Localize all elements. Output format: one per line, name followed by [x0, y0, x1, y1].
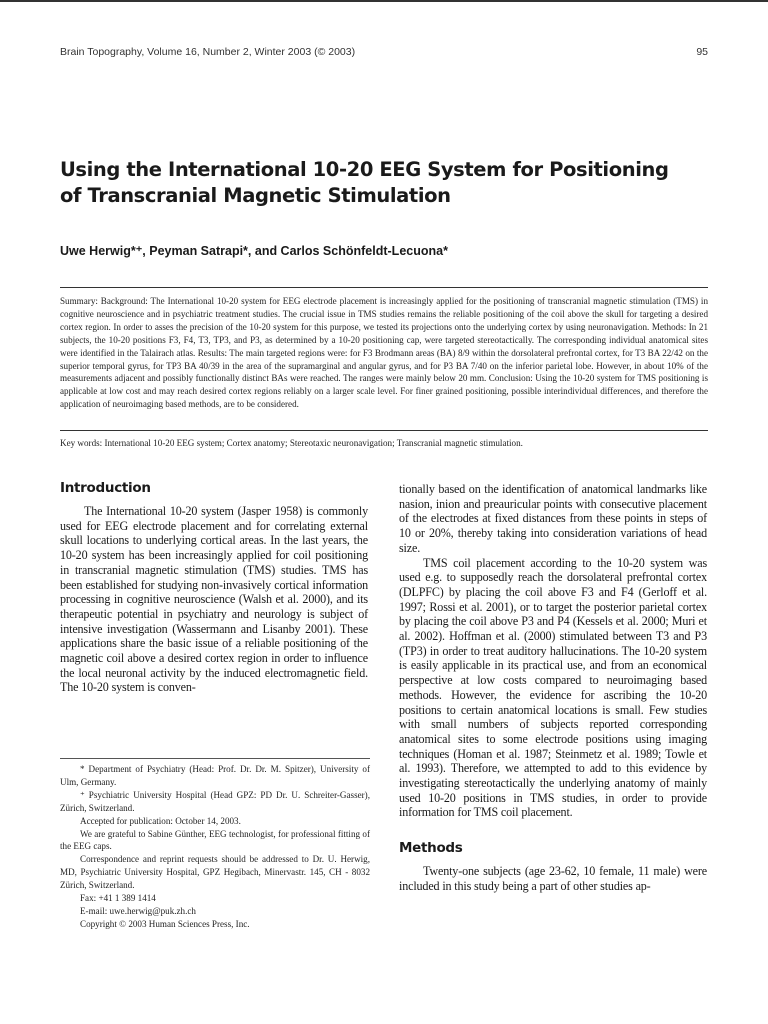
- summary-top-rule: [60, 287, 708, 288]
- footnote-accepted: Accepted for publication: October 14, 2003.: [80, 815, 241, 826]
- footnote-email: E-mail: uwe.herwig@puk.zh.ch: [80, 905, 196, 916]
- running-head: Brain Topography, Volume 16, Number 2, Winter 2003 (© 2003): [60, 46, 356, 58]
- page-number: 95: [696, 46, 708, 58]
- footnote-correspondence: Correspondence and reprint requests should be addressed to Dr. U. Herwig, MD, Psychiatric University Hospital, GPZ Hegibach, Minervastr. 145, CH - 8032 Zürich, Switzerland.: [60, 854, 370, 891]
- footnote-rule: [60, 758, 370, 759]
- summary: Summary: Background: The International 10-20 system for EEG electrode placement is increasingly applied for the positioning of transcranial magnetic stimulation (TMS) in cognitive neuroscience and in psychiatric treatment studies. The crucial issue in TMS studies remains the reliable positioning of the coil above the skull for targeting a desired cortex region. In order to asses the precision of the 10-20 system for this purpose, we tested its projections onto the underlying cortex by using neuronavigation. Methods: In 21 subjects, the 10-20 positions F3, F4, T3, TP3, and P3, as determined by a 10-20 positioning cap, were targeted stereotactically. The corresponding individual anatomical sites were identified in the Talairach atlas. Results: The main targeted regions were: for F3 Brodmann areas (BA) 8/9 within the dorsolateral prefrontal cortex, for T3 BA 22/42 on the superior temporal gyrus, for TP3 BA 40/39 in the area of the supramarginal and angular gyrus, and for P3 BA 7/40 on the inferior parietal lobe. However, in about 10% of the measurements adjacent and possibly functionally distinct BAs were reached. The ranges were mainly below 20 mm. Conclusion: Using the 10-20 system for TMS positioning is applicable at low cost and may reach desired cortex regions reliably on a larger scale level. For finer grained positioning, possible interindividual differences, and therefore the application of neuroimaging based methods, are to be considered.: [60, 296, 708, 410]
- methods-heading: Methods: [399, 840, 463, 857]
- title-line-1: Using the International 10-20 EEG System for Positioning: [60, 158, 669, 181]
- introduction-paragraph-continued: tionally based on the identification of anatomical landmarks like nasion, inion and preauricular points with consecutive placement of the electrodes at fixed distances from these points in steps of 10 or 20%, thereby taking into consideration variations of head size.: [399, 482, 707, 555]
- footnote-copyright: Copyright © 2003 Human Sciences Press, Inc.: [80, 918, 250, 929]
- keywords: Key words: International 10-20 EEG system; Cortex anatomy; Stereotaxic neuronavigation; Transcranial magnetic stimulation.: [60, 438, 523, 448]
- introduction-paragraph-2: TMS coil placement according to the 10-20 system was used e.g. to supposedly reach the dorsolateral prefrontal cortex (DLPFC) by placing the coil above F3 and F4 (Gerloff et al. 1997; Rossi et al. 2001), or to target the posterior parietal cortex by placing the coil above P3 and P4 (Kessels et al. 2000; Muri et al. 2002). Hoffman et al. (2000) stimulated between T3 and P3 (TP3) in order to treat auditory hallucinations. The 10-20 system is easily applicable in its practical use, and from an economical perspective at low costs compared to neuroimaging based methods. However, the evidence for ascribing the 10-20 positions to certain anatomical locations is small. Few studies with small numbers of subjects reported corresponding anatomical sites to some electrode positions using imaging techniques (Homan et al. 1987; Steinmetz et al. 1989; Towle et al. 1993). Therefore, we attempted to add to this evidence by investigating stereotactically the underlying anatomy of mainly used 10-20 positions in TMS studies, in order to provide information for TMS coil placement.: [399, 555, 707, 820]
- top-rule: [0, 0, 768, 2]
- summary-bottom-rule: [60, 430, 708, 431]
- author-list: Uwe Herwig*⁺, Peyman Satrapi*, and Carlos Schönfeldt-Lecuona*: [60, 244, 448, 258]
- footnote-hospital: ⁺ Psychiatric University Hospital (Head GPZ: PD Dr. U. Schreiter-Gasser), Zürich, Switzerland.: [60, 789, 370, 813]
- article-title: [60, 157, 700, 209]
- introduction-heading: Introduction: [60, 480, 151, 496]
- footnotes: [60, 763, 370, 931]
- methods-paragraph: Twenty-one subjects (age 23-62, 10 female, 11 male) were included in this study being a part of other studies ap-: [399, 864, 707, 893]
- left-column: [60, 480, 368, 695]
- footnote-department: * Department of Psychiatry (Head: Prof. Dr. Dr. M. Spitzer), University of Ulm, Germany.: [60, 764, 370, 787]
- introduction-paragraph: The International 10-20 system (Jasper 1958) is commonly used for EEG electrode placement and for correlating external skull locations to underlying cortical areas. In the last years, the 10-20 system has been increasingly applied for coil positioning in transcranial magnetic stimulation (TMS) studies. TMS has been established for studying non-invasively cortical information processing in cognitive neuroscience (Walsh et al. 2000), and its therapeutic potential in psychiatry and neurology is subject of intensive investigation (Wassermann and Lisanby 2001). These applications share the basic issue of a reliable positioning of the magnetic coil above a desired cortex region in order to influence the local neuronal activity by the induced electromagnetic field. The 10-20 system is conven-: [60, 504, 368, 695]
- footnote-fax: Fax: +41 1 389 1414: [80, 893, 156, 904]
- right-column: [399, 482, 707, 894]
- footnote-acknowledgement: We are grateful to Sabine Günther, EEG technologist, for professional fitting of the EEG caps.: [60, 828, 370, 852]
- title-line-2: of Transcranial Magnetic Stimulation: [60, 184, 451, 207]
